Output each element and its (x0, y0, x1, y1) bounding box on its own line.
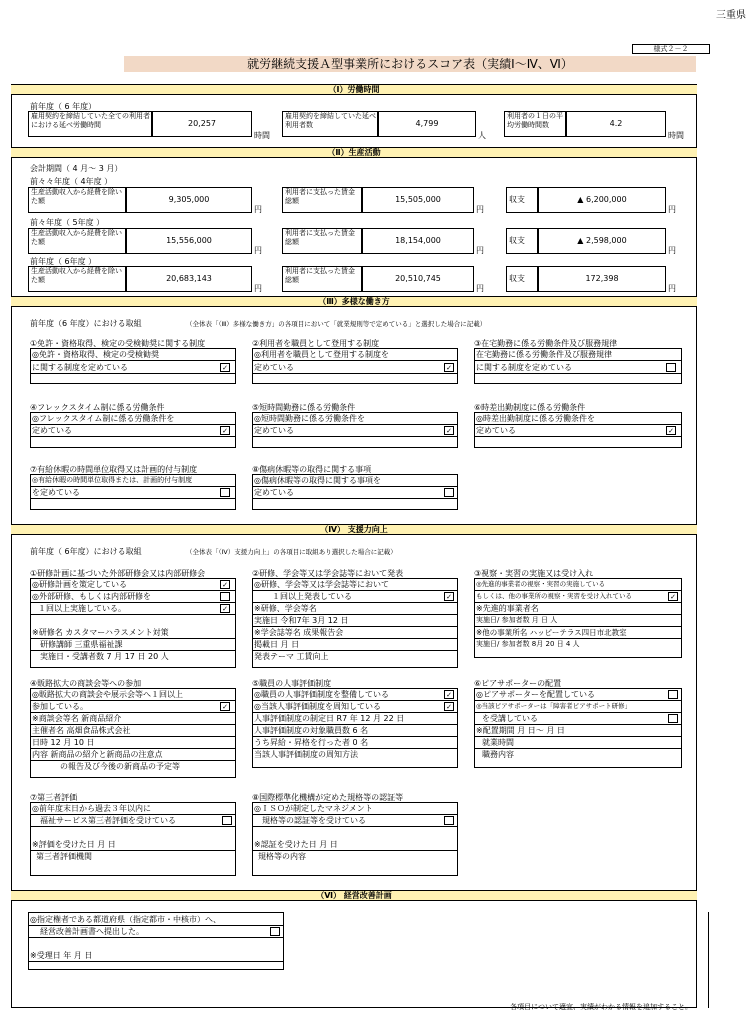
s2-row-1-unit-b: 円 (476, 205, 484, 214)
s4-item-6-line-2: ◎当該ピアサポーターは「障害者ピアサポート研修」 (474, 701, 682, 713)
s4-item-4-checkbox[interactable]: ✓ (220, 702, 230, 711)
s4-item-7-line-2: 福祉サービス第三者評価を受けている (30, 815, 236, 827)
s4-item-8-line-2: 規格等の認証等を受けている (252, 815, 458, 827)
s4-item-2-line-2: １回以上発表している (252, 591, 458, 603)
s4-item-5-checkbox-1[interactable]: ✓ (444, 690, 454, 699)
s4-item-8-line-5: 規格等の内容 (258, 852, 306, 861)
s4-item-7-checkbox[interactable] (222, 816, 232, 825)
s3-item-7-line-2: を定めている (30, 487, 236, 499)
s1-label-1: 雇用契約を締結していた全ての利用者における延べ労働時間 (28, 111, 152, 137)
s6-line-1: ◎指定権者である都道府県（指定都市・中核市）へ、 (28, 914, 284, 926)
s4-item-1-line-1: ◎研修計画を策定している (30, 579, 236, 591)
s4-item-5-line-6: 当該人事評価制度の周知方法 (254, 750, 358, 759)
s2-row-2-unit-c: 円 (668, 246, 676, 255)
s2-row-1-b: 15,505,000 (362, 187, 474, 213)
s2-row-1-c-label: 収支 (506, 187, 538, 213)
s4-intro: 前年度（ 6年度）における取組 (30, 547, 142, 556)
s4-item-3-line-5: ※他の事業所名 ハッピーテラス四日市北教室 (474, 627, 682, 639)
section-4-header: （Ⅳ） 支援力向上 (11, 524, 697, 535)
s1-value-1: 20,257 (152, 111, 252, 137)
s3-item-5-checkbox[interactable]: ✓ (444, 426, 454, 435)
s2-row-3-c: 172,398 (538, 266, 666, 292)
s4-item-5-title: ⑤職員の人事評価制度 (252, 679, 332, 688)
s4-item-8-title: ⑧国際標準化機構が定めた規格等の認証等 (252, 793, 404, 802)
s4-item-2-line-3: ※研修、学会等名 (252, 603, 458, 615)
s3-item-5-line-1: ◎短時間勤務に係る労働条件を (252, 413, 458, 425)
document-title: 就労継続支援Ａ型事業所におけるスコア表（実績Ⅰ～Ⅳ、Ⅵ） (124, 56, 696, 72)
s1-year: 前年度（ 6 年度） (30, 102, 97, 111)
s4-item-7-line-1: ◎前年度末日から過去３年以内に (30, 803, 236, 815)
s4-item-2-line-4: 実施日 令和7年 3月 12 日 (252, 615, 458, 627)
s6-line-4: ※受理日 年 月 日 (28, 950, 284, 962)
s3-item-3-title: ③在宅勤務に係る労働条件及び服務規律 (474, 339, 618, 348)
s4-item-4-line-7: の報告及び今後の新商品の予定等 (60, 762, 180, 771)
s4-item-4-line-6: 内容 新商品の紹介と新商品の注意点 (30, 749, 236, 761)
s2-row-3-unit-c: 円 (668, 284, 676, 293)
section-1-header: （Ⅰ）労働時間 (11, 84, 697, 95)
s3-item-4-title: ④フレックスタイム制に係る労働条件 (30, 403, 165, 412)
s2-row-1-year: 前々々年度（ 4年度 ） (30, 177, 113, 186)
s4-item-4-line-3: ※商談会等名 新商品紹介 (30, 713, 236, 725)
s2-row-2-unit-b: 円 (476, 246, 484, 255)
s4-item-1-title: ①研修計画に基づいた外部研修会又は内部研修会 (30, 569, 206, 578)
s2-row-2-c-label: 収支 (506, 228, 538, 254)
s4-item-6-line-5: 就業時間 (474, 737, 682, 749)
s4-item-1-line-7: 実施日・受講者数 7 月 17 日 20 人 (40, 652, 169, 661)
s1-value-3: 4.2 (566, 111, 666, 137)
s4-item-4-line-4: 主催者名 高畑食品株式会社 (30, 725, 236, 737)
s3-item-8-checkbox[interactable] (444, 488, 454, 497)
s3-intro: 前年度（6 年度）における取組 (30, 319, 142, 328)
s3-item-2-title: ②利用者を職員として登用する制度 (252, 339, 380, 348)
s4-item-8-checkbox[interactable] (444, 816, 454, 825)
s2-row-3-a-label: 生産活動収入から経費を除いた額 (28, 266, 126, 292)
s4-intro-note: （全体表「（Ⅳ）支援力向上」の各項目に取組あり選択した場合に記載） (186, 548, 397, 556)
s2-period: 会計期間（ 4 月～ 3 月） (30, 164, 123, 173)
footnote: 各項目について適宜、実績がわかる情報を追加すること。 (510, 1003, 692, 1011)
s1-label-2: 雇用契約を締結していた延べ利用者数 (282, 111, 378, 137)
s4-item-5-line-2: ◎当該人事評価制度を周知している (252, 701, 458, 713)
s3-item-7-line-1: ◎有給休暇の時間単位取得または、計画的付与制度 (30, 475, 236, 487)
s4-item-4-line-2: 参加している。 (30, 701, 236, 713)
s4-item-4-line-5: 日時 12 月 10 日 (30, 737, 236, 749)
s4-item-7-line-5: 第三者評価機関 (36, 852, 92, 861)
s3-item-3-checkbox[interactable] (666, 363, 676, 372)
s4-item-3-line-2: もしくは、他の事業所の視察・実習を受け入れている (474, 591, 682, 603)
s1-unit-2: 人 (478, 131, 486, 140)
s4-item-3-checkbox[interactable]: ✓ (668, 592, 678, 601)
s4-item-6-title: ⑥ピアサポーターの配置 (474, 679, 562, 688)
s4-item-7-title: ⑦第三者評価 (30, 793, 78, 802)
s4-item-7-line-4: ※評価を受けた日 月 日 (30, 839, 236, 851)
s3-item-4-checkbox[interactable]: ✓ (220, 426, 230, 435)
s3-item-1-line-2: に関する制度を定めている (30, 362, 236, 374)
section-6-header: （Ⅵ） 経営改善計画 (11, 890, 697, 901)
s2-row-1-unit-c: 円 (668, 205, 676, 214)
s4-item-3-title: ③視察・実習の実施又は受け入れ (474, 569, 594, 578)
s3-item-8-line-1: ◎傷病休暇等の取得に関する事項を (252, 475, 458, 487)
s4-item-8-line-4: ※認証を受けた日 月 日 (252, 839, 458, 851)
s4-item-6-line-1: ◎ピアサポーターを配置している (474, 689, 682, 701)
s4-item-1-checkbox-1[interactable]: ✓ (220, 580, 230, 589)
s3-item-8-line-2: 定めている (252, 487, 458, 499)
s3-item-6-checkbox[interactable]: ✓ (666, 426, 676, 435)
s3-item-1-title: ①免許・資格取得、検定の受検勧奨に関する制度 (30, 339, 206, 348)
s4-item-1-checkbox-2[interactable] (220, 592, 230, 601)
s6-checkbox[interactable] (270, 927, 280, 936)
s3-item-6-line-1: ◎時差出勤制度に係る労働条件を (474, 413, 682, 425)
s3-item-2-checkbox[interactable]: ✓ (444, 363, 454, 372)
s3-item-7-title: ⑦有給休暇の時間単位取得又は計画的付与制度 (30, 465, 198, 474)
s2-row-3-c-label: 収支 (506, 266, 538, 292)
s6-line-2: 経営改善計画書へ提出した。 (28, 926, 284, 938)
s3-item-4-line-1: ◎フレックスタイム制に係る労働条件を (30, 413, 236, 425)
s3-item-7-checkbox[interactable] (220, 488, 230, 497)
s4-item-4-title: ④販路拡大の商談会等への参加 (30, 679, 142, 688)
s4-item-3-line-6: 実施日/ 参加者数 8月 20 日 4 人 (476, 640, 580, 648)
s3-item-4-line-2: 定めている (30, 425, 236, 437)
section-2-header: （Ⅱ）生産活動 (11, 147, 697, 158)
s1-unit-3: 時間 (668, 131, 684, 140)
s1-value-2: 4,799 (378, 111, 476, 137)
s3-item-1-line-1: ◎免許・資格取得、検定の受検勧奨 (30, 349, 236, 361)
s4-item-2-line-6: 掲載日 月 日 (252, 639, 458, 651)
s4-item-8-line-1: ◎ＩＳＯが制定したマネジメント (252, 803, 458, 815)
s2-row-2-year: 前々年度（ 5年度 ） (30, 218, 105, 227)
s3-item-8-title: ⑧傷病休暇等の取得に関する事項 (252, 465, 372, 474)
prefecture: 三重県 (716, 10, 746, 21)
s4-item-3-line-4: 実施日/ 参加者数 月 日 人 (474, 615, 682, 627)
s4-item-4-line-1: ◎販路拡大の商談会や展示会等へ１回以上 (30, 689, 236, 701)
s2-row-3-unit-a: 円 (254, 284, 262, 293)
s4-item-6-checkbox-1[interactable] (668, 690, 678, 699)
s4-item-2-title: ②研修、学会等又は学会誌等において発表 (252, 569, 404, 578)
s4-item-1-line-5: ※研修名 カスタマーハラスメント対策 (30, 627, 236, 639)
s2-row-1-b-label: 利用者に支払った賃金総額 (282, 187, 362, 213)
s2-row-2-unit-a: 円 (254, 246, 262, 255)
s2-row-2-b-label: 利用者に支払った賃金総額 (282, 228, 362, 254)
section-3-header: （Ⅲ）多様な働き方 (11, 296, 697, 307)
s2-row-1-a-label: 生産活動収入から経費を除いた額 (28, 187, 126, 213)
s3-item-6-line-2: 定めている (474, 425, 682, 437)
s4-item-2-line-5: ※学会誌等名 成果報告会 (252, 627, 458, 639)
s2-row-3-b-label: 利用者に支払った賃金総額 (282, 266, 362, 292)
s4-item-5-line-5: うち昇給・昇格を行った者 0 名 (252, 737, 458, 749)
s2-row-2-b: 18,154,000 (362, 228, 474, 254)
s1-label-3: 利用者の１日の平均労働時間数 (504, 111, 566, 137)
s4-item-5-line-4: 人事評価制度の対象職員数 6 名 (252, 725, 458, 737)
s2-row-3-b: 20,510,745 (362, 266, 474, 292)
s4-item-5-line-3: 人事評価制度の制定日 R7 年 12 月 22 日 (252, 713, 458, 725)
s2-row-1-c: ▲ 6,200,000 (538, 187, 666, 213)
s3-item-3-line-2: に関する制度を定めている (474, 362, 682, 374)
s3-intro-note: （全体表「（Ⅲ）多様な働き方」の各項目において「就業規則等で定めている」と選択した場合に記載） (186, 320, 487, 328)
s3-item-5-line-2: 定めている (252, 425, 458, 437)
s4-item-6-line-4: ※配置期間 月 日～ 月 日 (474, 725, 682, 737)
s3-item-2-line-2: 定めている (252, 362, 458, 374)
s2-row-3-a: 20,683,143 (126, 266, 252, 292)
s2-row-2-a-label: 生産活動収入から経費を除いた額 (28, 228, 126, 254)
s2-row-2-a: 15,556,000 (126, 228, 252, 254)
s4-item-3-line-1: ◎先進的事業者の視察・実習の実施している (474, 579, 682, 591)
margin-line (708, 912, 709, 1008)
s2-row-1-a: 9,305,000 (126, 187, 252, 213)
s2-row-1-unit-a: 円 (254, 205, 262, 214)
s3-item-6-title: ⑥時差出勤制度に係る労働条件 (474, 403, 586, 412)
s4-item-5-checkbox-2[interactable]: ✓ (444, 702, 454, 711)
s3-item-5-title: ⑤短時間勤務に係る労働条件 (252, 403, 356, 412)
s3-item-1-checkbox[interactable]: ✓ (220, 363, 230, 372)
s4-item-2-line-7: 発表テーマ 工賃向上 (254, 652, 329, 661)
s4-item-1-line-6: 研修講師 三重県福祉課 (30, 639, 236, 651)
s2-row-2-c: ▲ 2,598,000 (538, 228, 666, 254)
s4-item-1-checkbox-3[interactable]: ✓ (220, 604, 230, 613)
s4-item-2-checkbox[interactable]: ✓ (444, 592, 454, 601)
s2-row-3-year: 前年度（ 6年度 ） (30, 257, 97, 266)
s4-item-6-checkbox-2[interactable] (668, 714, 678, 723)
s4-item-5-line-1: ◎職員の人事評価制度を整備している (252, 689, 458, 701)
s4-item-6-line-6: 職務内容 (482, 750, 514, 759)
s2-row-3-unit-b: 円 (476, 284, 484, 293)
s4-item-3-line-3: ※先進的事業者名 (474, 603, 682, 615)
s3-item-3-line-1: 在宅勤務に係る労働条件及び服務規律 (474, 349, 682, 361)
s4-item-2-line-1: ◎研修、学会等又は学会誌等において (252, 579, 458, 591)
s4-item-1-line-3: １回以上実施している。 (30, 603, 236, 615)
s3-item-2-line-1: ◎利用者を職員として登用する制度を (252, 349, 458, 361)
s4-item-6-line-3: を受講している (474, 713, 682, 725)
form-number: 様式２－２ (632, 44, 710, 54)
s4-item-1-line-2: ◎外部研修、もしくは内部研修を (30, 591, 236, 603)
s1-unit-1: 時間 (254, 131, 270, 140)
